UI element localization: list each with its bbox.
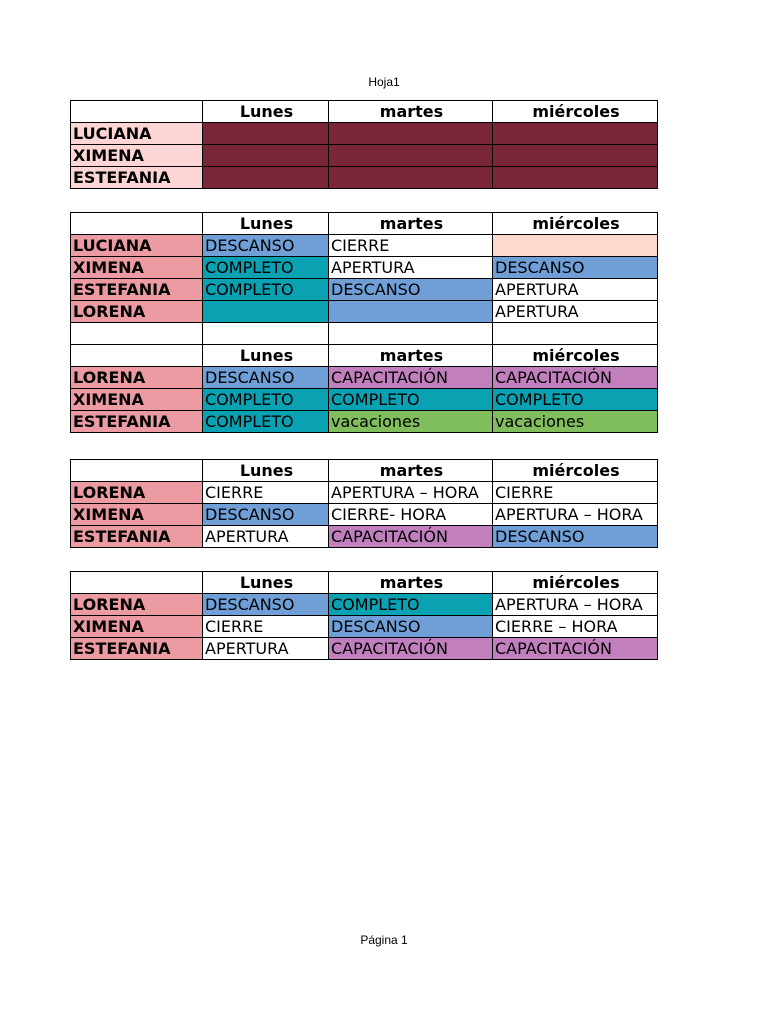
employee-name-cell[interactable]: XIMENA bbox=[71, 145, 203, 167]
shift-cell[interactable]: APERTURA – HORA bbox=[493, 594, 658, 616]
day-header-cell[interactable]: miércoles bbox=[493, 345, 658, 367]
employee-name-cell[interactable]: ESTEFANIA bbox=[71, 526, 203, 548]
table-row bbox=[71, 594, 658, 616]
table-row bbox=[71, 235, 658, 257]
day-header-cell[interactable]: miércoles bbox=[493, 572, 658, 594]
day-header-cell[interactable]: Lunes bbox=[203, 460, 329, 482]
day-header-cell[interactable]: Lunes bbox=[203, 213, 329, 235]
header-row bbox=[71, 460, 658, 482]
shift-cell[interactable]: APERTURA – HORA bbox=[329, 482, 493, 504]
day-header-cell[interactable]: martes bbox=[329, 213, 493, 235]
shift-cell[interactable]: APERTURA bbox=[493, 301, 658, 323]
employee-name-cell[interactable]: ESTEFANIA bbox=[71, 279, 203, 301]
shift-cell[interactable] bbox=[203, 145, 329, 167]
day-header-cell[interactable]: miércoles bbox=[493, 460, 658, 482]
empty-cell[interactable] bbox=[203, 323, 329, 345]
shift-cell[interactable]: APERTURA bbox=[329, 257, 493, 279]
table-row bbox=[71, 145, 658, 167]
day-header-cell[interactable]: Lunes bbox=[203, 345, 329, 367]
table-row bbox=[71, 638, 658, 660]
shift-cell[interactable]: COMPLETO bbox=[329, 389, 493, 411]
shift-cell[interactable]: CAPACITACIÓN bbox=[329, 526, 493, 548]
shift-cell[interactable]: DESCANSO bbox=[203, 367, 329, 389]
shift-cell[interactable]: COMPLETO bbox=[203, 279, 329, 301]
schedule-table-3 bbox=[70, 459, 658, 548]
employee-name-cell[interactable]: XIMENA bbox=[71, 504, 203, 526]
shift-cell[interactable]: COMPLETO bbox=[203, 389, 329, 411]
shift-cell[interactable]: CAPACITACIÓN bbox=[329, 638, 493, 660]
employee-name-cell[interactable]: XIMENA bbox=[71, 389, 203, 411]
header-corner-cell[interactable] bbox=[71, 213, 203, 235]
shift-cell[interactable]: CIERRE – HORA bbox=[493, 616, 658, 638]
shift-cell[interactable]: vacaciones bbox=[329, 411, 493, 433]
shift-cell[interactable]: DESCANSO bbox=[329, 279, 493, 301]
shift-cell[interactable] bbox=[203, 167, 329, 189]
shift-cell[interactable]: CIERRE- HORA bbox=[329, 504, 493, 526]
table-row bbox=[71, 257, 658, 279]
employee-name-cell[interactable]: LORENA bbox=[71, 367, 203, 389]
shift-cell[interactable]: CAPACITACIÓN bbox=[493, 367, 658, 389]
shift-cell[interactable]: COMPLETO bbox=[493, 389, 658, 411]
header-row bbox=[71, 213, 658, 235]
shift-cell[interactable]: APERTURA bbox=[493, 279, 658, 301]
employee-name-cell[interactable]: LUCIANA bbox=[71, 235, 203, 257]
shift-cell[interactable] bbox=[493, 167, 658, 189]
header-row bbox=[71, 572, 658, 594]
shift-cell[interactable] bbox=[493, 123, 658, 145]
table-row bbox=[71, 389, 658, 411]
header-corner-cell[interactable] bbox=[71, 572, 203, 594]
employee-name-cell[interactable]: ESTEFANIA bbox=[71, 167, 203, 189]
shift-cell[interactable] bbox=[203, 301, 329, 323]
shift-cell[interactable]: CAPACITACIÓN bbox=[493, 638, 658, 660]
day-header-cell[interactable]: miércoles bbox=[493, 101, 658, 123]
table-row bbox=[71, 367, 658, 389]
header-row bbox=[71, 101, 658, 123]
schedule-table-4 bbox=[70, 571, 658, 660]
shift-cell[interactable] bbox=[329, 145, 493, 167]
shift-cell[interactable]: DESCANSO bbox=[203, 504, 329, 526]
table-row bbox=[71, 411, 658, 433]
employee-name-cell[interactable]: ESTEFANIA bbox=[71, 411, 203, 433]
shift-cell[interactable]: CIERRE bbox=[203, 482, 329, 504]
table-row bbox=[71, 482, 658, 504]
shift-cell[interactable] bbox=[329, 301, 493, 323]
shift-cell[interactable] bbox=[493, 235, 658, 257]
shift-cell[interactable]: COMPLETO bbox=[203, 257, 329, 279]
spacer-row bbox=[71, 323, 658, 345]
shift-cell[interactable]: DESCANSO bbox=[329, 616, 493, 638]
employee-name-cell[interactable]: LORENA bbox=[71, 594, 203, 616]
shift-cell[interactable]: CIERRE bbox=[493, 482, 658, 504]
table-row bbox=[71, 616, 658, 638]
shift-cell[interactable]: DESCANSO bbox=[203, 235, 329, 257]
employee-name-cell[interactable]: XIMENA bbox=[71, 616, 203, 638]
day-header-cell[interactable]: martes bbox=[329, 345, 493, 367]
shift-cell[interactable] bbox=[329, 167, 493, 189]
employee-name-cell[interactable]: LORENA bbox=[71, 301, 203, 323]
day-header-cell[interactable]: martes bbox=[329, 101, 493, 123]
shift-cell[interactable]: COMPLETO bbox=[329, 594, 493, 616]
day-header-cell[interactable]: martes bbox=[329, 460, 493, 482]
day-header-cell[interactable]: miércoles bbox=[493, 213, 658, 235]
empty-cell[interactable] bbox=[71, 323, 203, 345]
table-row bbox=[71, 301, 658, 323]
shift-cell[interactable]: APERTURA bbox=[203, 526, 329, 548]
page-footer: Página 1 bbox=[360, 933, 408, 947]
employee-name-cell[interactable]: LORENA bbox=[71, 482, 203, 504]
shift-cell[interactable]: COMPLETO bbox=[203, 411, 329, 433]
employee-name-cell[interactable]: ESTEFANIA bbox=[71, 638, 203, 660]
shift-cell[interactable] bbox=[203, 123, 329, 145]
shift-cell[interactable] bbox=[329, 123, 493, 145]
employee-name-cell[interactable]: XIMENA bbox=[71, 257, 203, 279]
shift-cell[interactable] bbox=[493, 145, 658, 167]
day-header-cell[interactable]: Lunes bbox=[203, 572, 329, 594]
table-row bbox=[71, 123, 658, 145]
day-header-cell[interactable]: Lunes bbox=[203, 101, 329, 123]
shift-cell[interactable]: CIERRE bbox=[203, 616, 329, 638]
shift-cell[interactable]: DESCANSO bbox=[203, 594, 329, 616]
day-header-cell[interactable]: martes bbox=[329, 572, 493, 594]
sheet-title: Hoja1 bbox=[368, 75, 400, 89]
shift-cell[interactable]: CAPACITACIÓN bbox=[329, 367, 493, 389]
schedule-table-1 bbox=[70, 100, 658, 189]
table-row bbox=[71, 279, 658, 301]
header-corner-cell[interactable] bbox=[71, 345, 203, 367]
shift-cell[interactable]: DESCANSO bbox=[493, 526, 658, 548]
table-row bbox=[71, 504, 658, 526]
header-corner-cell[interactable] bbox=[71, 101, 203, 123]
table-row bbox=[71, 526, 658, 548]
shift-cell[interactable]: vacaciones bbox=[493, 411, 658, 433]
shift-cell[interactable]: APERTURA – HORA bbox=[493, 504, 658, 526]
shift-cell[interactable]: CIERRE bbox=[329, 235, 493, 257]
header-row bbox=[71, 345, 658, 367]
empty-cell[interactable] bbox=[493, 323, 658, 345]
empty-cell[interactable] bbox=[329, 323, 493, 345]
shift-cell[interactable]: DESCANSO bbox=[493, 257, 658, 279]
schedule-table-2 bbox=[70, 212, 658, 433]
employee-name-cell[interactable]: LUCIANA bbox=[71, 123, 203, 145]
table-row bbox=[71, 167, 658, 189]
header-corner-cell[interactable] bbox=[71, 460, 203, 482]
shift-cell[interactable]: APERTURA bbox=[203, 638, 329, 660]
